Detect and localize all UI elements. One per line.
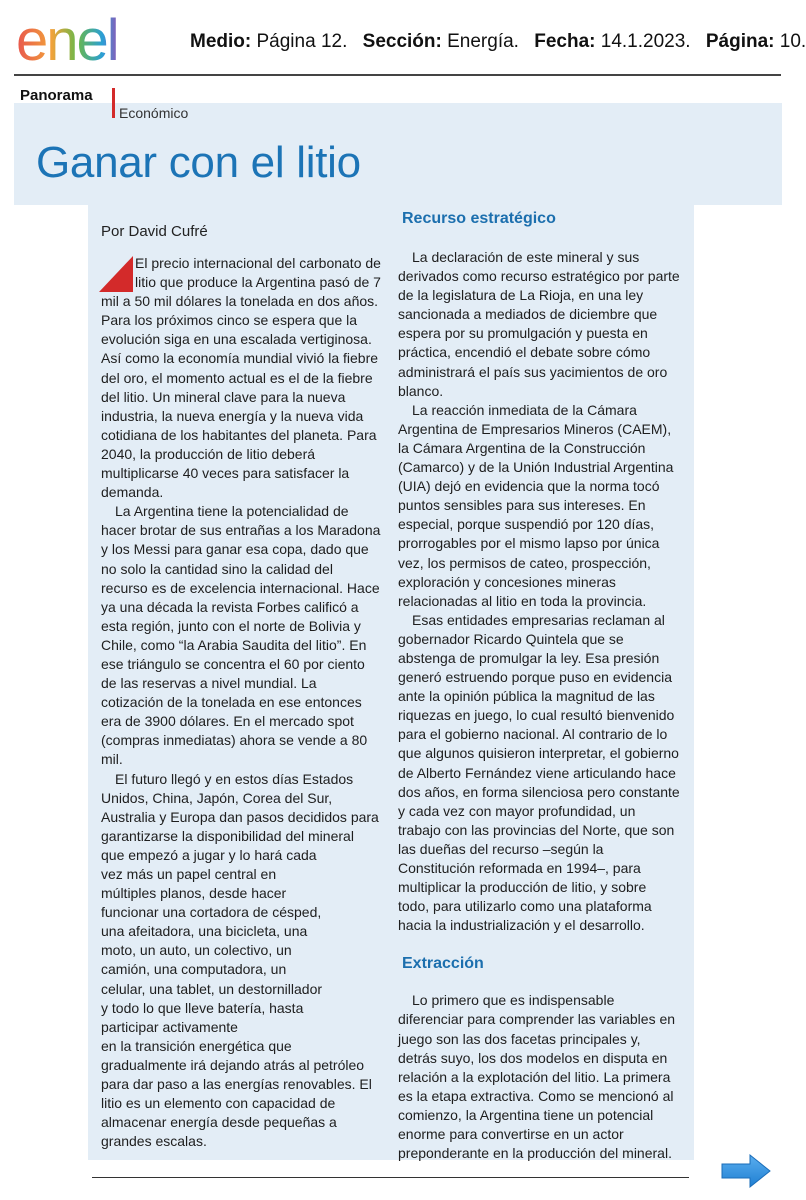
paragraph: La reacción inmediata de la Cámara Argentina de Empresarios Mineros (CAEM), la Cámara Argentina de la Construcción (Camarco) y de la Unión Industrial Argentina (UIA) dejó en evidencia que la norma tocó puntos sensibles para sus intereses. En especial, porque suspendió por 120 días, prorrogables por el mismo lapso por única vez, los permisos de cateo, prospección, exploración y concesiones mineras relacionadas al litio en toda la provincia. — [398, 401, 674, 609]
header-divider — [14, 74, 781, 76]
seccion-value: Energía. — [447, 31, 519, 52]
fecha-label: Fecha: — [534, 31, 596, 52]
paragraph: Esas entidades empresarias reclaman al gobernador Ricardo Quintela que se abstenga de promulgar la ley. Esa presión generó estruendo porque puso en evidencia ante la opinión pública la magnitud de las riquezas en juego, lo cual resultó bienvenido para el gobierno nacional. Al contrario de lo que algunos quisieron interpretar, el gobierno de Alberto Fernández viene articulando hace dos años, en forma silenciosa pero constante y cada vez con mayor profundidad, un trabajo con las provincias del Norte, que son las dueñas del recurso –según la Constitución reformada en 1994–, para multiplicar la producción de litio, y sobre todo, para utilizarlo como una plataforma hacia la industrialización y el desarrollo. — [398, 611, 680, 934]
paragraph: en la transición energética que gradualmente irá dejando atrás al petróleo para dar paso a las energías renovables. El litio es un elemento con capacidad de almacenar energía desde pequeñas a grandes escalas. — [101, 1037, 372, 1150]
paragraph: La Argentina tiene la potencialidad de hacer brotar de sus entrañas a los Maradona y los Messi para ganar esa copa, dado que no solo la cantidad sino la calidad del recurso es de excelencia internacional. Hace ya una década la revista Forbes calificó a esta región, junto con el norte de Bolivia y Chile, como “la Arabia Saudita del litio”. En ese triángulo se concentra el 60 por ciento de las reservas a nivel mundial. La cotización de la tonelada en ese entonces era de 3900 dólares. En el mercado spot (compras inmediatas) ahora se vende a 80 mil. — [101, 503, 381, 768]
section-accent-bar — [112, 88, 115, 118]
seccion-label: Sección: — [362, 31, 442, 52]
medio-label: Medio: — [190, 31, 252, 52]
paragraph: Lo primero que es indispensable diferenciar para comprender las variables en juego son las dos facetas principales y, detrás suyo, los dos modelos en disputa en relación a la explotación del litio. La primera es la etapa extractiva. Como se mencionó al comienzo, la Argentina tiene un potencial enorme para convertirse en un actor preponderante en la producción del mineral. — [398, 992, 676, 1162]
subheading-extraccion: Extracción — [402, 955, 484, 973]
pagina-value: 10. — [779, 31, 806, 52]
byline: Por David Cufré — [101, 223, 208, 240]
arrow-right-icon[interactable] — [720, 1153, 772, 1189]
pagina-label: Página: — [705, 31, 775, 52]
article-headline: Ganar con el litio — [36, 138, 361, 187]
subheading-recurso: Recurso estratégico — [402, 210, 556, 227]
section-name: Panorama — [20, 87, 93, 104]
svg-text:enel: enel — [16, 8, 118, 73]
paragraph: El precio internacional del carbonato de litio que produce la Argentina pasó de 7 mil a 50 mil dólares la tonelada en dos años. Para los próximos cinco se espera que la evolución siga en una escalada vertiginosa. Así como la economía mundial vivió la fiebre del oro, el momento actual es el de la fiebre del litio. Un mineral clave para la nueva industria, la nueva energía y la nueva vida cotidiana de los habitantes del planeta. Para 2040, la producción de litio deberá multiplicarse 40 veces para satisfacer la demanda. — [101, 255, 381, 501]
section-subname: Económico — [119, 105, 189, 121]
document-meta — [190, 31, 806, 53]
paragraph: El futuro llegó y en estos días Estados Unidos, China, Japón, Corea del Sur, Australia y Europa dan pasos decididos para garantizarse la disponibilidad del mineral — [101, 770, 379, 844]
medio-value: Página 12. — [256, 31, 348, 52]
fecha-value: 14.1.2023. — [600, 31, 691, 52]
article-column-left — [101, 222, 381, 1151]
article-column-right — [398, 208, 681, 1163]
red-triangle-icon — [99, 256, 133, 292]
footer-divider — [92, 1177, 689, 1178]
enel-logo — [16, 8, 176, 73]
paragraph: La declaración de este mineral y sus derivados como recurso estratégico por parte de la legislatura de La Rioja, en una ley sancionada a mediados de diciembre que espera por su promulgación y puesta en práctica, encendió el debate sobre cómo administrará el país sus yacimientos de oro blanco. — [398, 249, 680, 399]
paragraph-wrap: que empezó a jugar y lo hará cada vez más un papel central en múltiples planos, desde hacer funcionar una cortadora de césped, una afeitadora, una bicicleta, una moto, un auto, un colectivo, un camión, una computadora, un celular, una tablet, un destornillador y todo lo que lleve batería, hasta participar activamente — [101, 846, 323, 1035]
